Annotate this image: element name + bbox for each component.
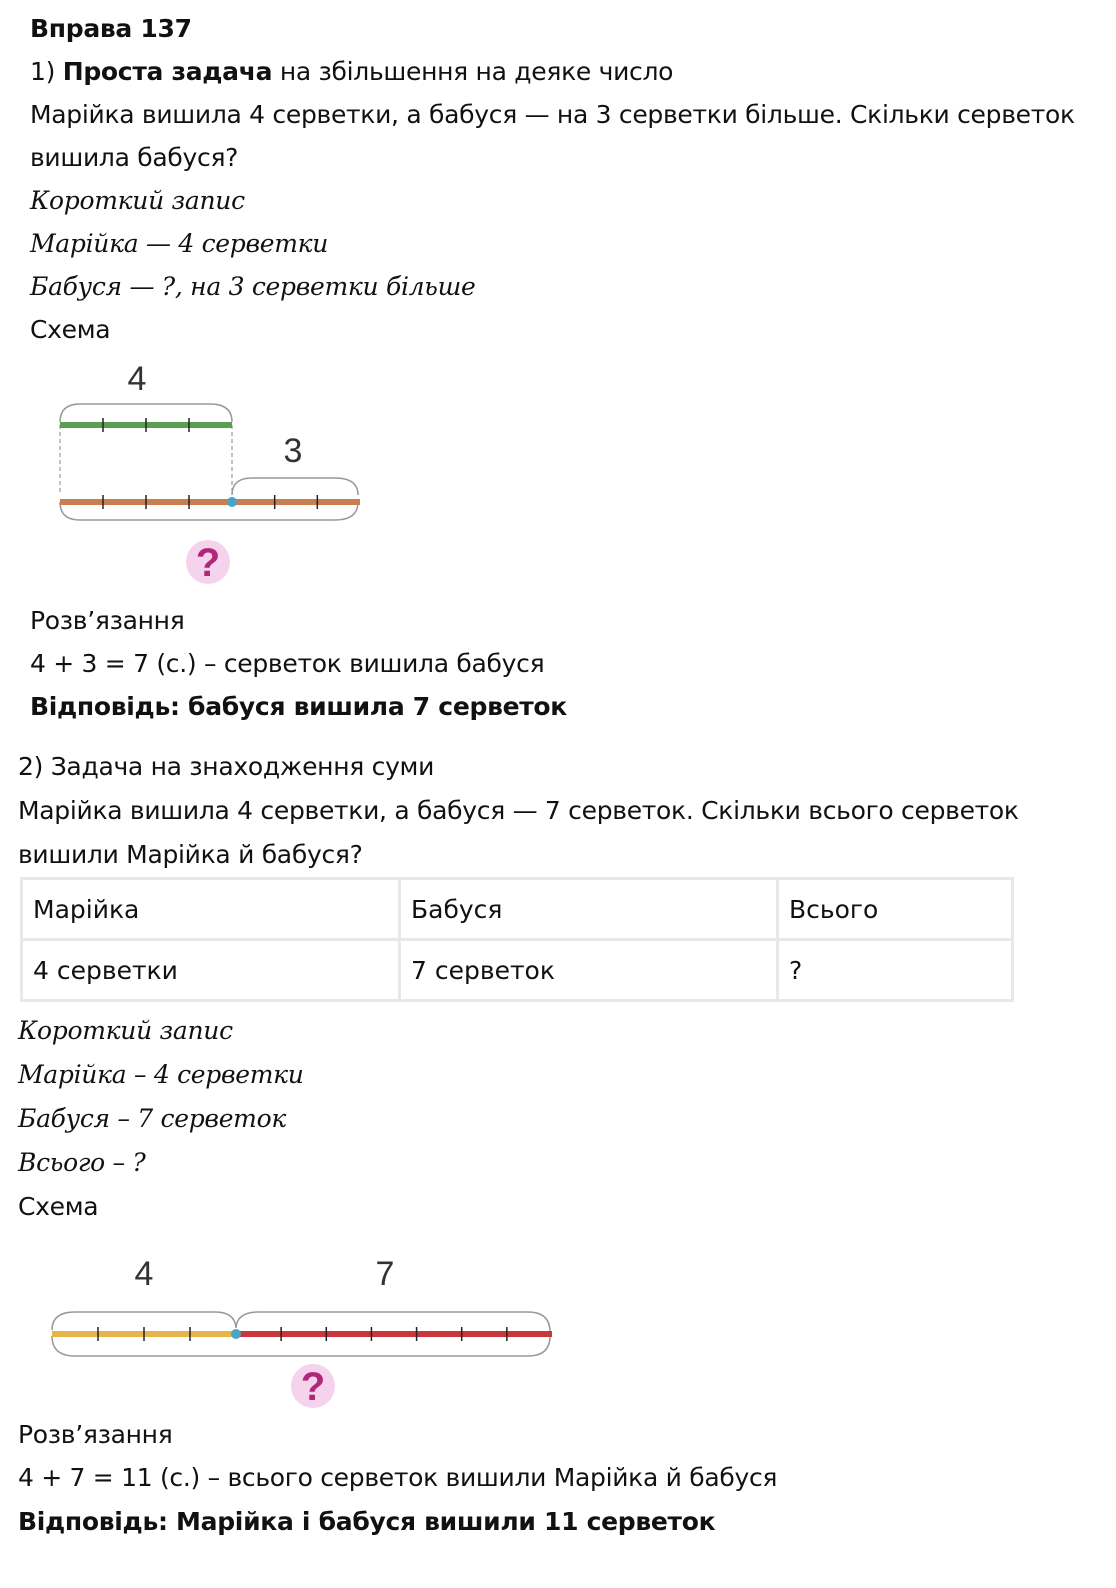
table-row [22,940,1013,1001]
part2-problem-line2: вишили Марійка й бабуся? [18,840,363,869]
scheme1-joint-dot [227,497,237,507]
part1-solution-label: Розв’язання [30,606,185,635]
part2-short-record-line: Всього – ? [18,1148,146,1177]
table-header-row [22,879,1013,940]
part1-heading-bold: Проста задача [62,57,273,86]
table-header-cell: Всього [778,879,1013,940]
part2-short-record-label: Короткий запис [18,1016,233,1045]
scheme2-total-brace [52,1336,550,1356]
part2-answer: Відповідь: Марійка і бабуся вишили 11 серветок [18,1507,716,1536]
part1-scheme-diagram [40,350,380,590]
part1-answer: Відповідь: бабуся вишила 7 серветок [30,692,567,721]
scheme1-question-mark: ? [195,541,221,585]
part2-short-record-line: Бабуся – 7 серветок [18,1104,286,1133]
part2-short-record-line: Марійка – 4 серветки [18,1060,304,1089]
part2-solution: 4 + 7 = 11 (с.) – всього серветок вишили Марійка й бабуся [18,1463,778,1492]
scheme2-right-label: 7 [375,1255,395,1293]
table-cell: 7 серветок [400,940,778,1001]
table-cell: 4 серветки [22,940,400,1001]
part1-short-record-line: Бабуся — ?, на 3 серветки більше [30,272,476,301]
part2-problem-line1: Марійка вишила 4 серветки, а бабуся — 7 серветок. Скільки всього серветок [18,796,1019,825]
part1-solution: 4 + 3 = 7 (с.) – серветок вишила бабуся [30,649,545,678]
exercise-title: Вправа 137 [30,14,192,43]
part1-number: 1) [30,57,56,86]
scheme2-question-mark: ? [300,1365,326,1409]
part2-heading: 2) Задача на знаходження суми [18,752,435,781]
part1-problem-line1: Марійка вишила 4 серветки, а бабуся — на 3 серветки більше. Скільки серветок [30,100,1075,129]
table-header-cell: Бабуся [400,879,778,940]
part1-heading [30,57,673,87]
part2-solution-label: Розв’язання [18,1420,173,1449]
part1-scheme-label: Схема [30,315,111,344]
scheme1-extra-label: 3 [283,432,303,470]
part1-problem-line2: вишила бабуся? [30,143,239,172]
part2-scheme-diagram [40,1240,560,1410]
table-cell: ? [778,940,1013,1001]
scheme1-extra-brace [232,478,358,495]
scheme1-top-label: 4 [127,360,147,398]
scheme2-joint-dot [231,1329,241,1339]
table-header-cell: Марійка [22,879,400,940]
part1-heading-rest: на збільшення на деяке число [279,57,674,86]
scheme2-top-braces [52,1312,550,1332]
part2-data-table [20,877,1014,1002]
part1-short-record-line: Марійка — 4 серветки [30,229,329,258]
part1-short-record-label: Короткий запис [30,186,245,215]
scheme2-left-label: 4 [134,1255,154,1293]
part2-scheme-label: Схема [18,1192,99,1221]
